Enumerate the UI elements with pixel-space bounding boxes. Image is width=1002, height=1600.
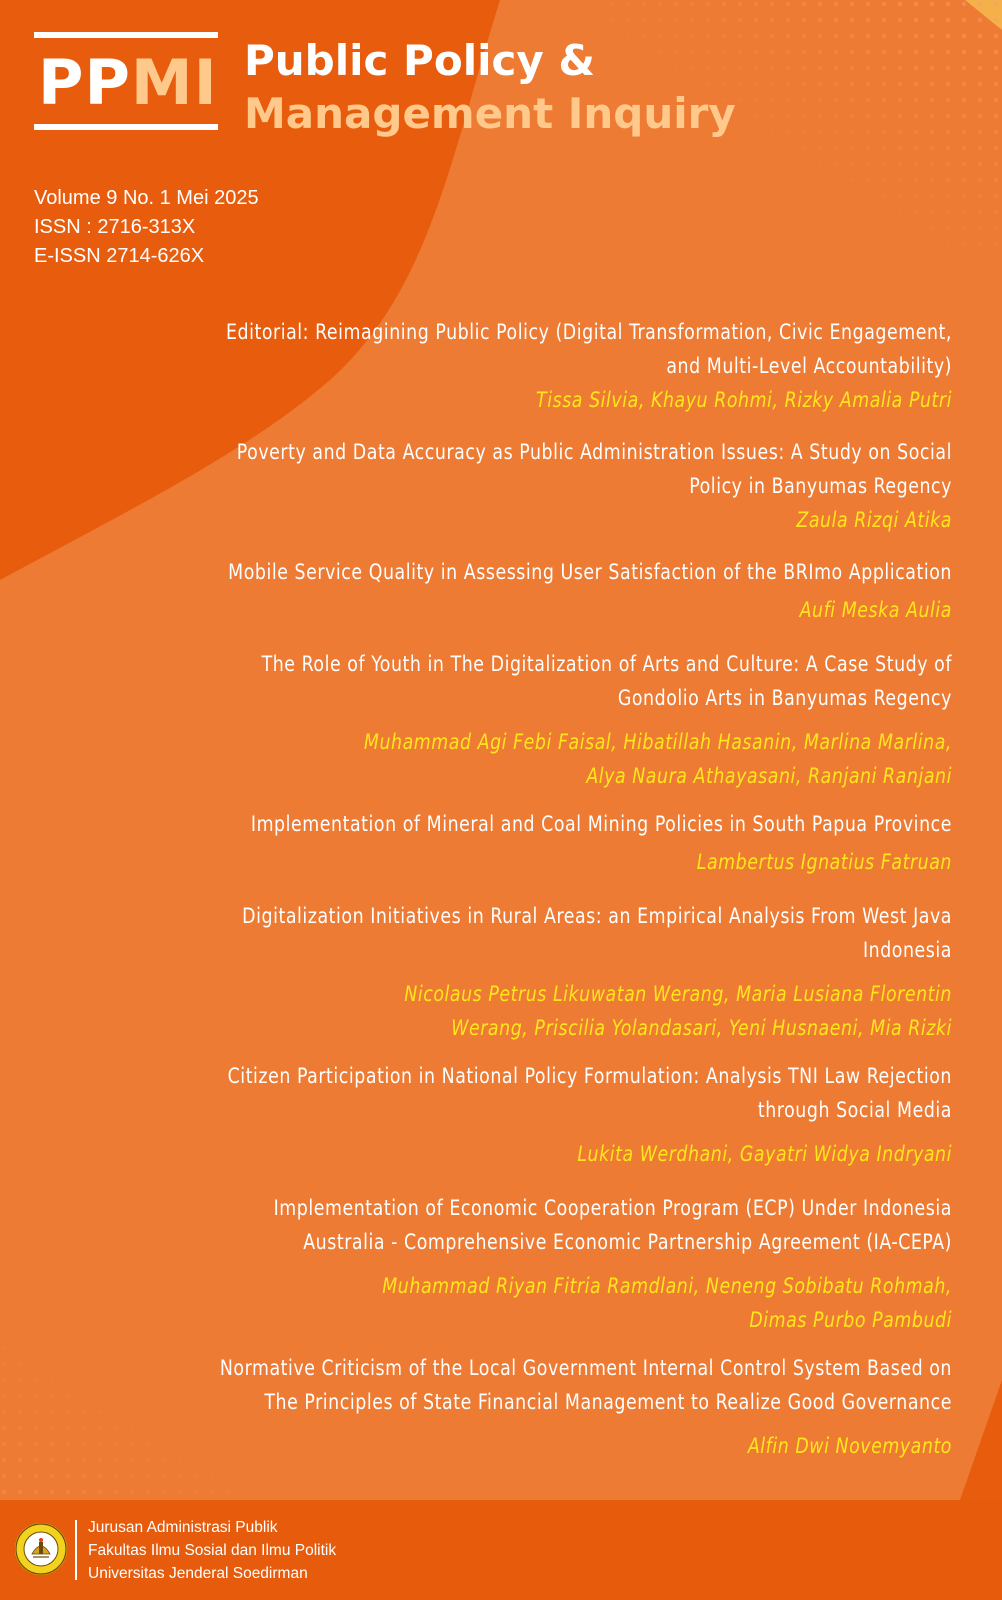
footer-band xyxy=(0,1500,1002,1600)
article-authors: Aufi Meska Aulia xyxy=(799,598,952,622)
journal-title-line2: Management Inquiry xyxy=(244,89,736,138)
masthead xyxy=(34,32,736,140)
article-entry xyxy=(72,647,952,793)
article-title: Poverty and Data Accuracy as Public Administration Issues: A Study on Social Policy in Banyumas Regency xyxy=(236,440,952,498)
article-entry xyxy=(72,899,952,1045)
article-title: Implementation of Economic Cooperation Program (ECP) Under Indonesia Australia - Comprehensive Economic Partnership Agreement (IA-CEPA) xyxy=(273,1196,952,1254)
logo-mi-text: MI xyxy=(130,46,218,119)
article-title: Normative Criticism of the Local Government Internal Control System Based on The Principles of State Financial Management to Realize Good Governance xyxy=(219,1356,952,1414)
article-entry xyxy=(72,435,952,537)
article-authors: Nicolaus Petrus Likuwatan Werang, Maria Lusiana Florentin Werang, Priscilia Yolandasari, Yeni Husnaeni, Mia Rizki xyxy=(404,982,952,1040)
ppmi-logo xyxy=(34,32,218,130)
faculty-line: Fakultas Ilmu Sosial dan Ilmu Politik xyxy=(88,1542,337,1559)
article-authors: Tissa Silvia, Khayu Rohmi, Rizky Amalia Putri xyxy=(536,388,952,412)
article-entry xyxy=(72,1191,952,1337)
article-authors: Lambertus Ignatius Fatruan xyxy=(696,850,952,874)
department-line: Jurusan Administrasi Publik xyxy=(88,1519,278,1536)
footer-divider xyxy=(75,1520,77,1580)
article-authors: Muhammad Agi Febi Faisal, Hibatillah Hasanin, Marlina Marlina, Alya Naura Athayasani, Ranjani Ranjani xyxy=(363,730,952,788)
eissn-line: E-ISSN 2714-626X xyxy=(34,245,205,267)
article-title: Editorial: Reimagining Public Policy (Digital Transformation, Civic Engagement, and Multi-Level Accountability) xyxy=(225,320,952,378)
volume-line: Volume 9 No. 1 Mei 2025 xyxy=(34,187,259,209)
article-entry xyxy=(72,315,952,417)
article-entry xyxy=(72,807,952,879)
article-title: Citizen Participation in National Policy Formulation: Analysis TNI Law Rejection through Social Media xyxy=(227,1064,952,1122)
journal-title xyxy=(244,34,736,140)
article-entry xyxy=(72,1351,952,1463)
article-title: The Role of Youth in The Digitalization of Arts and Culture: A Case Study of Gondolio Arts in Banyumas Regency xyxy=(261,652,952,710)
article-title: Digitalization Initiatives in Rural Areas: an Empirical Analysis From West Java Indonesia xyxy=(242,904,952,962)
article-entry xyxy=(72,1059,952,1171)
issn-line: ISSN : 2716-313X xyxy=(34,216,196,238)
article-authors: Alfin Dwi Novemyanto xyxy=(747,1434,952,1458)
article-title: Implementation of Mineral and Coal Mining Policies in South Papua Province xyxy=(250,812,952,836)
article-authors: Zaula Rizqi Atika xyxy=(796,508,952,532)
university-line: Universitas Jenderal Soedirman xyxy=(88,1565,308,1582)
institution-info xyxy=(88,1516,336,1585)
university-seal-icon xyxy=(14,1522,68,1576)
logo-pp-text: PP xyxy=(38,46,131,119)
table-of-contents xyxy=(72,315,952,1463)
article-title: Mobile Service Quality in Assessing User Satisfaction of the BRImo Application xyxy=(228,560,952,584)
article-authors: Lukita Werdhani, Gayatri Widya Indryani xyxy=(577,1142,952,1166)
article-entry xyxy=(72,555,952,627)
journal-title-line1: Public Policy & xyxy=(244,36,596,85)
article-authors: Muhammad Riyan Fitria Ramdlani, Neneng Sobibatu Rohmah, Dimas Purbo Pambudi xyxy=(382,1274,952,1332)
issue-info xyxy=(34,184,259,271)
